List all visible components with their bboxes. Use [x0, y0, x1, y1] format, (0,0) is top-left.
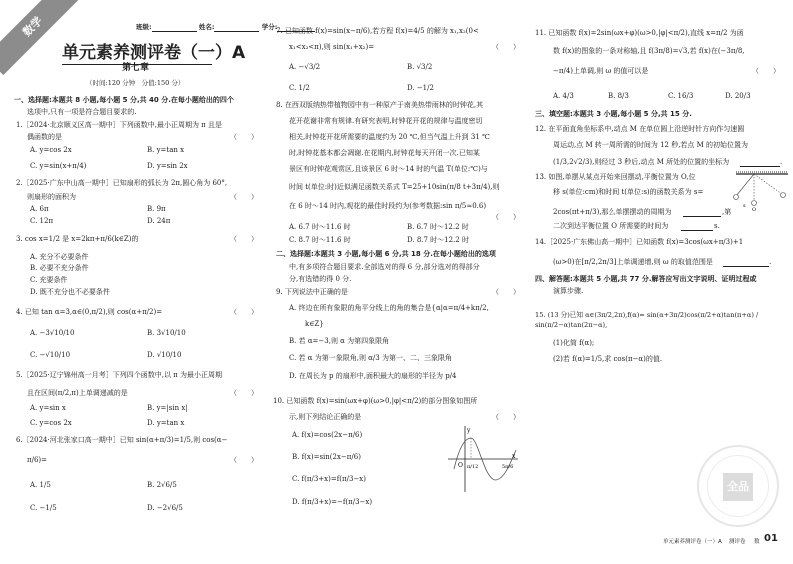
answer-paren[interactable]: （ ）: [230, 456, 258, 464]
question-14: 14.［2025·广东佛山高一期中］已知函数 f(x)=3cos(ωx+π/3)+1: [535, 238, 744, 246]
option-d: D. 20/3: [725, 92, 751, 100]
brand-seal-watermark: [697, 445, 779, 527]
option-b: B. 9π: [147, 205, 166, 213]
option-c: C. −1/5: [30, 504, 57, 512]
question-8: 8. 在西双版纳热带植物园中有一种原产于南美热带雨林的时钟花,其: [276, 101, 484, 109]
s-label: s: [743, 203, 746, 209]
answer-paren[interactable]: （ ）: [492, 288, 520, 296]
x-label: x: [512, 453, 516, 460]
section-text: 分,有选错的得 0 分.: [289, 275, 352, 283]
o-label: O: [752, 207, 757, 212]
option-c: C. −√10/10: [30, 351, 71, 359]
sine-graph-figure: [448, 424, 520, 494]
pendulum-string: [736, 174, 754, 196]
origin-label: O: [458, 462, 463, 469]
option-b: B. 8/3: [608, 92, 629, 100]
question-6-text: π/6)=: [27, 456, 48, 464]
footer-title: 单元素养测评卷（一）A: [663, 539, 722, 545]
section-heading: 一、选择题:本题共 8 小题,每小题 5 分,共 40 分.在每小题给出的四个: [14, 96, 234, 104]
section-text: 演算步骤.: [553, 287, 584, 295]
answer-paren[interactable]: （ ）: [492, 43, 520, 51]
question-11-text: −π/4)上单调,则 ω 的值可以是: [553, 67, 649, 75]
option-d: D. −1/2: [407, 84, 434, 92]
question-2: 2.［2025·广东中山高一期中］已知扇形的弧长为 2π,圆心角为 60°,: [16, 179, 228, 187]
option-d: D. 既不充分也不必要条件: [30, 288, 110, 296]
option-b: B. y=|sin x|: [147, 404, 188, 412]
pendulum-string-dashed: [754, 174, 782, 194]
option-c: C. 8.7 时～11.6 时: [289, 236, 351, 244]
section-heading: 四、解答题:本题共 5 小题,共 77 分.解答应写出文字说明、证明过程或: [535, 275, 757, 283]
option-a: A. 终边在所有象限的角平分线上的角的集合是{α|α=π/4+kπ/2,: [289, 304, 489, 312]
option-d: D. f(π/3+x)=−f(π/3−x): [292, 498, 373, 506]
question-13-text: ,第: [722, 208, 732, 216]
option-a-cont: k∈Z}: [305, 320, 324, 328]
answer-paren[interactable]: （ ）: [230, 235, 258, 243]
time-info: （时间:120 分钟 分值:150 分）: [86, 79, 185, 87]
section-text: 选项中,只有一项是符合题目要求的.: [27, 108, 137, 116]
option-b: B. y=tan x: [147, 146, 185, 154]
question-12-text: (1/3,2√2/3),则经过 3 秒后,动点 M 所处的位置的坐标为: [553, 158, 730, 166]
option-c: C. 16/3: [668, 92, 694, 100]
option-d: D. −2√6/5: [147, 504, 183, 512]
question-5: 5.［2025·辽宁锦州高一月考］下列四个函数中,以 π 为最小正周期: [16, 371, 222, 379]
answer-blank-13a[interactable]: [683, 207, 721, 217]
chapter: 第七章: [122, 63, 150, 73]
question-12-text: 周运动,点 M 转一周所需的时间为 12 秒,若点 M 的初始位置为: [553, 141, 749, 149]
question-2-text: 则扇形的面积为: [27, 193, 76, 201]
question-6: 6.［2024·河北张家口高一期中］已知 sin(α+π/3)=1/5,则 cos(α−: [16, 436, 228, 444]
section-heading: 三、填空题:本题共 3 小题,每小题 5 分,共 15 分.: [535, 110, 692, 118]
option-b: B. 6.7 时～12.2 时: [407, 223, 469, 231]
question-13: 13. 如图,单摆从某点开始来回摆动,平衡位置为 O,位: [535, 173, 696, 181]
section-heading: 二、选择题:本题共 3 小题,每小题 6 分,共 18 分.在每小题给出的选项: [276, 250, 496, 258]
option-d: D. y=tan x: [147, 419, 185, 427]
option-b: B. 3√10/10: [147, 329, 186, 337]
bob: [734, 195, 739, 200]
answer-paren[interactable]: （ ）: [492, 213, 520, 221]
score-label: 学分:: [261, 23, 278, 31]
option-b: B. 若 α=−3,则 α 为第四象限角: [289, 337, 390, 345]
option-a: A. y=sin x: [30, 404, 66, 412]
question-8-line: 时间 t(单位:时)近似满足函数关系式 T=25+10sin(π/8 t+3π/4),则: [289, 183, 500, 191]
question-8-line: 景区有时钟花观赏区,且该景区 6 时～14 时的气温 T(单位:℃)与: [289, 165, 488, 173]
answer-paren[interactable]: （ ）: [752, 67, 780, 75]
question-15: 15. (13 分)已知 α∈(3π/2,2π),f(α)= sin(α+3π/2)cos(π/2+α)tan(π+α) / sin(π/2−α)tan(2π−α),: [535, 311, 759, 329]
answer-paren[interactable]: （ ）: [230, 308, 258, 316]
question-8-line: 时,时钟花基本都会凋谢.在花期内,时钟花每天开闭一次.已知某: [289, 149, 480, 157]
option-c: C. 若 α 为第一象限角,则 α/3 为第一、二、三象限角: [289, 354, 452, 362]
option-a: A. 充分不必要条件: [30, 253, 89, 261]
answer-paren[interactable]: （ ）: [492, 413, 520, 421]
footer-type: 测评卷: [729, 539, 746, 545]
subject-label: 数学: [20, 14, 46, 40]
bob: [752, 201, 757, 206]
class-label: 班级:: [136, 23, 152, 31]
question-7: 7. 已知函数 f(x)=sin(x−π/6),若方程 f(x)=4/5 的解为 x₁,x₂(0<: [276, 27, 479, 35]
question-13-text: 2cos(πt+π/3),那么单摆摆动的周期为: [553, 208, 672, 216]
option-c: C. 12π: [30, 217, 54, 225]
option-a: A. 6π: [30, 205, 49, 213]
question-9: 9. 下列说法中正确的是: [276, 288, 348, 296]
question-5-text: 且在区间(π/2,π)上单调递减的是: [27, 389, 128, 397]
option-d: D. √10/10: [147, 351, 182, 359]
question-13-text: 二次到达平衡位置 O 所需要的时间为: [553, 222, 669, 230]
option-a: A. −3√10/10: [30, 329, 75, 337]
page-title: 单元素养测评卷（一）A: [62, 38, 212, 65]
unit-seconds: s.: [714, 222, 720, 230]
question-10-text: 示,则下列结论正确的是: [289, 413, 362, 421]
question-15-part-2: (2)若 f(α)=1/5,求 cos(π−α)的值.: [553, 355, 663, 363]
question-4: 4. 已知 tan α=3,α∈(0,π/2),则 cos(α+π/2)=: [16, 308, 163, 316]
option-c: C. 充要条件: [30, 276, 68, 284]
page-number: 01: [764, 533, 778, 544]
question-8-line: 相关,时钟花开花所需要的温度约为 20 ℃,但当气温上升到 31 ℃: [289, 133, 490, 141]
option-a: A. −√3/2: [289, 63, 321, 71]
option-b: B. √3/2: [407, 63, 433, 71]
tick-5pi-6: 5π/6: [502, 464, 514, 470]
answer-paren[interactable]: （ ）: [230, 193, 258, 201]
option-b: B. 2√6/5: [147, 481, 177, 489]
question-3: 3. cos x=1/2 是 x=2kπ+π/6(k∈Z)的: [16, 235, 139, 243]
option-b: B. 必要不充分条件: [30, 264, 89, 272]
option-a: A. y=cos 2x: [30, 146, 72, 154]
question-1-text: 偶函数的是: [27, 133, 62, 141]
option-d: D. 24π: [147, 217, 171, 225]
option-d: D. y=sin 2x: [147, 162, 188, 170]
class-field[interactable]: [152, 24, 197, 32]
option-a: A. 4/3: [553, 92, 574, 100]
name-field[interactable]: [214, 24, 259, 32]
question-10: 10. 已知函数 f(x)=sin(ωx+φ)(ω>0,|φ|<π/2)的部分图象如图所: [273, 397, 478, 405]
question-15-part-1: (1)化简 f(α);: [553, 339, 595, 347]
seal-logo: 全品: [723, 473, 753, 501]
option-a: A. 1/5: [30, 481, 51, 489]
section-text: 中,有多项符合题目要求.全部选对的得 6 分,部分选对的得部分: [289, 263, 480, 271]
y-label: y: [467, 427, 471, 434]
answer-blank-14[interactable]: .: [723, 257, 771, 267]
answer-paren[interactable]: （ ）: [230, 389, 258, 397]
bob: [781, 193, 786, 198]
question-7-text: x₁<x₂<π),则 sin(x₁+x₂)=: [289, 43, 375, 51]
option-c: C. y=cos 2x: [30, 419, 72, 427]
tick-pi-12: π/12: [467, 464, 479, 470]
option-b: B. f(x)=sin(2x−π/6): [292, 453, 361, 461]
question-1: 1.［2024·北京顺义区高一期中］下列函数中,最小正周期为 π 且是: [16, 121, 222, 129]
question-12: 12. 在平面直角坐标系中,动点 M 在单位圆上沿逆时针方向作匀速圆: [535, 125, 745, 133]
option-a: A. 6.7 时～11.6 时: [289, 223, 351, 231]
option-c: C. 1/2: [289, 84, 310, 92]
question-14-text: (ω>0)在[π/2,2π/3]上单调递增,则 ω 的取值范围是: [553, 258, 713, 266]
question-13-text: 移 s(单位:cm)和时间 t(单位:s)的函数关系为 s=: [553, 188, 704, 196]
question-11-text: 数 f(x)的图象的一条对称轴,且 f(3π/8)=√3,若 f(x)在(−3π/8,: [553, 47, 745, 55]
option-c: C. f(π/3+x)=f(π/3−x): [292, 475, 366, 483]
name-label: 姓名:: [198, 23, 215, 31]
answer-blank-13b[interactable]: [681, 221, 713, 231]
pendulum-figure: [732, 168, 790, 212]
option-d: D. 8.7 时～12.2 时: [407, 236, 469, 244]
question-8-line: 在 6 时～14 时内,观花的最佳时段约为(参考数据:sin π/5≈0.6): [289, 202, 487, 210]
question-11: 11. 已知函数 f(x)=2sin(ωx+φ)(ω>0,|φ|<π/2),直线 x=π/2 为函: [535, 29, 744, 37]
option-d: D. 在周长为 p 的扇形中,面积最大的扇形的半径为 p/4: [289, 372, 457, 380]
answer-blank-12[interactable]: .: [740, 157, 782, 167]
option-c: C. y=sin(x+π/4): [30, 162, 87, 170]
question-8-line: 花开花谢非常有规律.有研究表明,时钟花开花的规律与温度密切: [289, 117, 483, 125]
answer-paren[interactable]: （ ）: [230, 133, 258, 141]
footer-subject: 数: [754, 539, 760, 545]
option-a: A. f(x)=cos(2x−π/6): [292, 431, 363, 439]
